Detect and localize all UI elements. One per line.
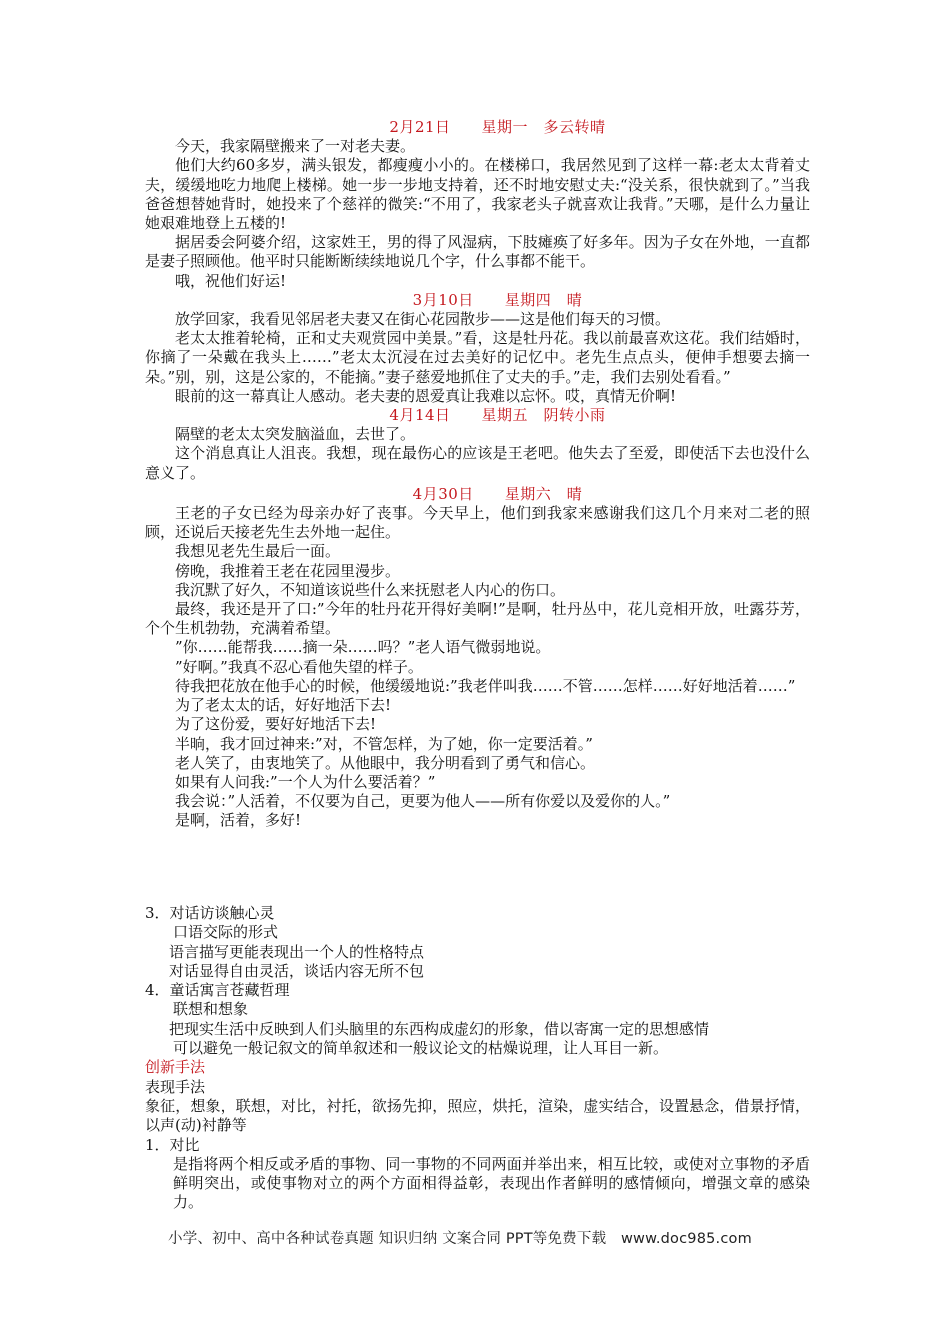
- diary-section: [145, 118, 810, 831]
- list-item-title: 4．童话寓言苍藏哲理: [145, 981, 290, 1000]
- list-item: 口语交际的形式: [173, 923, 279, 942]
- paragraph: 放学回家，我看见邻居老夫妻又在街心花园散步——这是他们每天的习惯。: [175, 310, 671, 329]
- list-item: 联想和想象: [173, 1000, 249, 1019]
- paragraph: 半晌，我才回过神来:”对，不管怎样，为了她，你一定要活着。”: [175, 734, 593, 753]
- entry-heading-feb21: 2月21日 星期一 多云转晴: [389, 118, 606, 136]
- list-item: 可以避免一般记叙文的简单叙述和一般议论文的枯燥说理，让人耳目一新。: [173, 1039, 669, 1058]
- paragraph: 待我把花放在他手心的时候，他缓缓地说:”我老伴叫我……不管……怎样……好好地活着……”: [175, 676, 796, 695]
- list-item: 是指将两个相反或矛盾的事物、同一事物的不同两面并举出来，相互比较，或使对立事物的矛盾鲜明突出，或使事物对立的两个方面相得益彰，表现出作者鲜明的感情倾向，增强文章的感染力。: [173, 1154, 810, 1212]
- paragraph: 最终，我还是开了口:”今年的牡丹花开得好美啊!”是啊，牡丹丛中，花儿竞相开放，吐露芬芳，个个生机勃勃，充满着希望。: [145, 600, 810, 638]
- list-item-title: 3．对话访谈触心灵: [145, 904, 275, 922]
- paragraph: ”你……能帮我……摘一朵……吗？”老人语气微弱地说。: [175, 638, 551, 657]
- paragraph: 老人笑了，由衷地笑了。从他眼中，我分明看到了勇气和信心。: [175, 753, 596, 772]
- footer-text: 小学、初中、高中各种试卷真题 知识归纳 文案合同 PPT等免费下载 www.doc985.com: [168, 1231, 752, 1247]
- paragraph: 王老的子女已经为母亲办好了丧事。今天早上，他们到我家来感谢我们这几个月来对二老的照顾，还说后天接老先生去外地一起住。: [145, 504, 810, 542]
- paragraph: ”好啊。”我真不忍心看他失望的样子。: [175, 657, 423, 676]
- list-item: 语言描写更能表现出一个人的性格特点: [169, 942, 425, 961]
- paragraph: 眼前的这一幕真让人感动。老夫妻的恩爱真让我难以忘怀。哎，真情无价啊!: [175, 386, 677, 405]
- entry-heading-apr14: 4月14日 星期五 阴转小雨: [389, 406, 606, 425]
- list-item: 把现实生活中反映到人们头脑里的东西构成虚幻的形象，借以寄寓一定的思想感情: [169, 1019, 710, 1038]
- paragraph: 我沉默了好久，不知道该说些什么来抚慰老人内心的伤口。: [175, 580, 566, 599]
- subheading: 表现手法: [145, 1077, 206, 1096]
- entry-heading-mar10: 3月10日 星期四 晴: [412, 290, 583, 309]
- paragraph: 为了老太太的话，好好地活下去!: [175, 696, 392, 715]
- list-item: 对话显得自由灵活，谈话内容无所不包: [169, 961, 425, 980]
- section-heading: 创新手法: [145, 1058, 206, 1077]
- techniques-text: 象征，想象，联想，对比，衬托，欲扬先抑，照应，烘托，渲染，虚实结合，设置悬念，借景抒情，以声(动)衬静等: [145, 1096, 810, 1135]
- paragraph: 据居委会阿婆介绍，这家姓王，男的得了风湿病，下肢瘫痪了好多年。因为子女在外地，一直都是妻子照顾他。他平时只能断断续续地说几个字，什么事都不能干。: [145, 233, 810, 271]
- paragraph: 今天，我家隔壁搬来了一对老夫妻。: [175, 137, 416, 156]
- list-item-title: 1．对比: [145, 1135, 200, 1154]
- paragraph: 傍晚，我推着王老在花园里漫步。: [175, 561, 401, 580]
- paragraph: 是啊，活着，多好!: [175, 811, 302, 830]
- paragraph: 他们大约60多岁，满头银发，都瘦瘦小小的。在楼梯口，我居然见到了这样一幕:老太太背着丈夫，缓缓地吃力地爬上楼梯。她一步一步地支持着，还不时地安慰丈夫:“没关系，很快就到了。”当我爸爸想替她背时，她投来了个慈祥的微笑:“不用了，我家老头子就喜欢让我背。”天哪，是什么力量让她艰难地登上五楼的!: [145, 156, 810, 233]
- notes-section: [145, 904, 810, 1213]
- paragraph: 隔壁的老太太突发脑溢血，去世了。: [175, 425, 416, 444]
- paragraph: 我会说：”人活着，不仅要为自己，更要为他人——所有你爱以及爱你的人。”: [175, 792, 671, 811]
- paragraph: 我想见老先生最后一面。: [175, 542, 341, 561]
- paragraph: 为了这份爱，要好好地活下去!: [175, 715, 377, 734]
- paragraph: 老太太推着轮椅，正和丈夫观赏园中美景。”看，这是牡丹花。我以前最喜欢这花。我们结婚时，你摘了一朵戴在我头上……”老太太沉浸在过去美好的记忆中。老先生点点头，便伸手想要去摘一朵。”别，别，这是公家的，不能摘。”妻子慈爱地抓住了丈夫的手。”走，我们去别处看看。”: [145, 329, 810, 386]
- entry-heading-apr30: 4月30日 星期六 晴: [412, 484, 583, 503]
- paragraph: 哦，祝他们好运!: [175, 271, 287, 290]
- paragraph: 如果有人问我:”一个人为什么要活着？”: [175, 772, 436, 791]
- paragraph: 这个消息真让人沮丧。我想，现在最伤心的应该是王老吧。他失去了至爱，即使活下去也没什么意义了。: [145, 444, 810, 482]
